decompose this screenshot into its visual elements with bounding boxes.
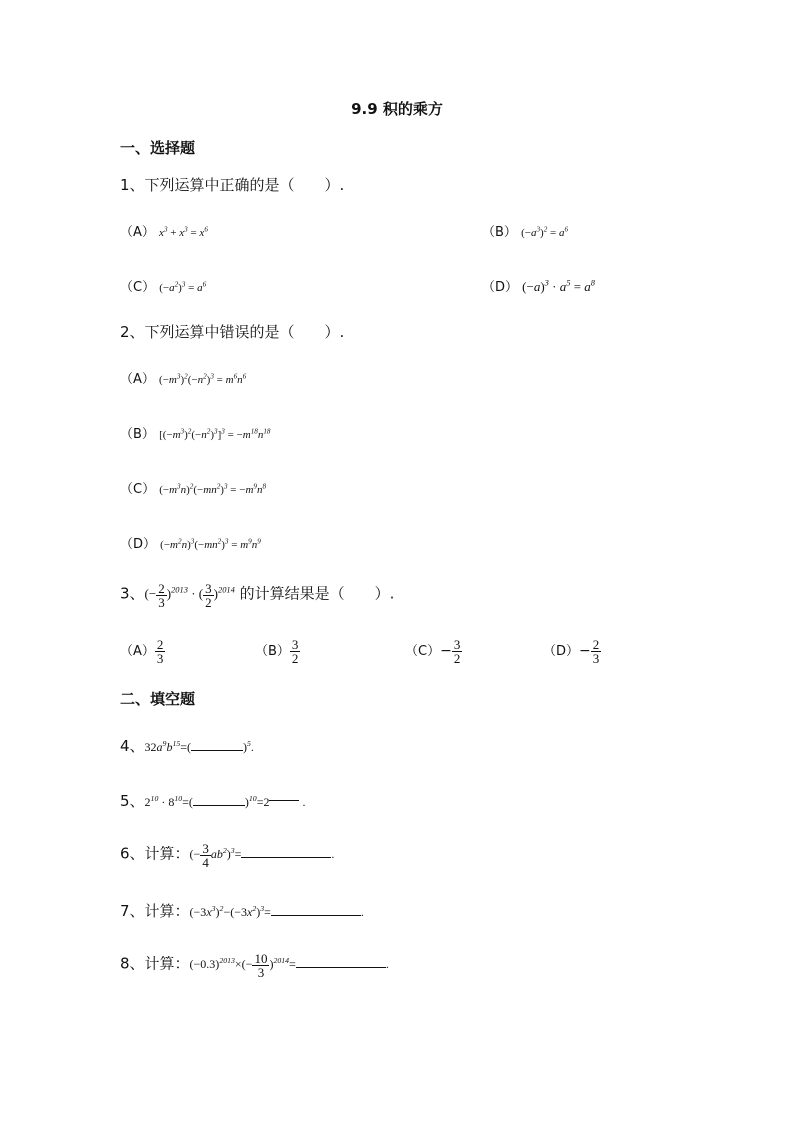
q6-expression: (− $\frac{3}{4}$ $ab^2)^3=$ . bbox=[189, 841, 335, 870]
question-2-text: 2、下列运算中错误的是（ ）. bbox=[120, 323, 345, 341]
question-3: 3、(− $\frac{2}{3}$ )$^{2013}$ · ( $\frac{3}{2}$ )$^{2014}$ 的计算结果是（ ）. bbox=[120, 581, 395, 610]
q7-expression: $(-3x^3)^2-(-3x^2)^3=$ . bbox=[189, 904, 364, 919]
q2-option-d: （D） $(-m^2n)^3(-mn^2)^3 = m^9n^9$ bbox=[120, 537, 261, 552]
q3-option-d: （D）− $\frac{2}{3}$ bbox=[543, 637, 600, 666]
question-1-text: 1、下列运算中正确的是（ ）. bbox=[120, 176, 345, 194]
q3-option-a: （A） $\frac{2}{3}$ bbox=[120, 637, 164, 666]
q8-answer-blank[interactable] bbox=[296, 966, 386, 968]
q1-option-a: （A） $x^3 + x^3 = x^6$ bbox=[120, 225, 208, 240]
question-6: 6、计算：(− $\frac{3}{4}$ $ab^2)^3=$ . bbox=[120, 841, 335, 870]
q8-expression: $(-0.3)^{2013}\times(-$ $\frac{10}{3}$ )$^{2014}$= . bbox=[189, 951, 389, 980]
q2-option-a: （A） $(-m^3)^2(-n^2)^3 = m^6n^6$ bbox=[120, 372, 247, 387]
page-title: 9.9 积的乘方 bbox=[351, 100, 443, 118]
q1-option-c-expr: $(-a^2)^3 = a^6$ bbox=[159, 280, 207, 294]
question-4: 4、$32a^9b^{15}=$( )$^5$. bbox=[120, 737, 254, 755]
q4-answer-blank[interactable] bbox=[191, 749, 243, 751]
q1-option-d-expr: $(-a)^3 \cdot a^5 = a^8$ bbox=[522, 277, 596, 294]
q2-option-d-expr: $(-m^2n)^3(-mn^2)^3 = m^9n^9$ bbox=[160, 537, 261, 551]
q2-option-c: （C） $(-m^3n)^2(-mn^2)^3 = -m^9n^8$ bbox=[120, 482, 267, 497]
question-7: 7、计算：$(-3x^3)^2-(-3x^2)^3=$ . bbox=[120, 902, 364, 920]
q3-option-b: （B） $\frac{3}{2}$ bbox=[255, 637, 299, 666]
q1-option-a-expr: $x^3 + x^3 = x^6$ bbox=[159, 225, 208, 239]
q7-answer-blank[interactable] bbox=[271, 914, 361, 916]
q1-option-b: （B） $(-a^3)^2 = a^6$ bbox=[482, 225, 569, 240]
q5-answer-blank-1[interactable] bbox=[193, 804, 245, 806]
q3-option-c: （C）− $\frac{3}{2}$ bbox=[405, 637, 461, 666]
q4-expression: $32a^9b^{15}=$( )$^5$. bbox=[144, 739, 254, 754]
q2-option-b: （B） $[(-m^3)^2(-n^2)^3]^3 = -m^{18}n^{18}$ bbox=[120, 427, 271, 442]
section-choice-heading: 一、选择题 bbox=[120, 139, 196, 157]
q3-expression: (− $\frac{2}{3}$ )$^{2013}$ · ( $\frac{3}{2}$ )$^{2014}$ bbox=[144, 581, 235, 610]
q2-option-b-expr: $[(-m^3)^2(-n^2)^3]^3 = -m^{18}n^{18}$ bbox=[159, 427, 271, 441]
q1-option-b-expr: $(-a^3)^2 = a^6$ bbox=[521, 225, 569, 239]
question-5: 5、$2^{10} \cdot 8^{10}=$( )$^{10}$=2 . bbox=[120, 792, 306, 810]
q2-option-a-expr: $(-m^3)^2(-n^2)^3 = m^6n^6$ bbox=[159, 372, 247, 386]
q1-option-c: （C） $(-a^2)^3 = a^6$ bbox=[120, 280, 207, 295]
q1-option-d: （D） $(-a)^3 \cdot a^5 = a^8$ bbox=[482, 277, 596, 295]
section-fill-heading: 二、填空题 bbox=[120, 690, 196, 708]
q5-answer-blank-2[interactable] bbox=[269, 799, 299, 801]
q6-answer-blank[interactable] bbox=[241, 856, 331, 858]
question-8: 8、计算：$(-0.3)^{2013}\times(-$ $\frac{10}{3}$ )$^{2014}$= . bbox=[120, 951, 389, 980]
q2-option-c-expr: $(-m^3n)^2(-mn^2)^3 = -m^9n^8$ bbox=[159, 482, 267, 496]
q5-expression: $2^{10} \cdot 8^{10}=$( )$^{10}$=2 . bbox=[144, 794, 306, 809]
